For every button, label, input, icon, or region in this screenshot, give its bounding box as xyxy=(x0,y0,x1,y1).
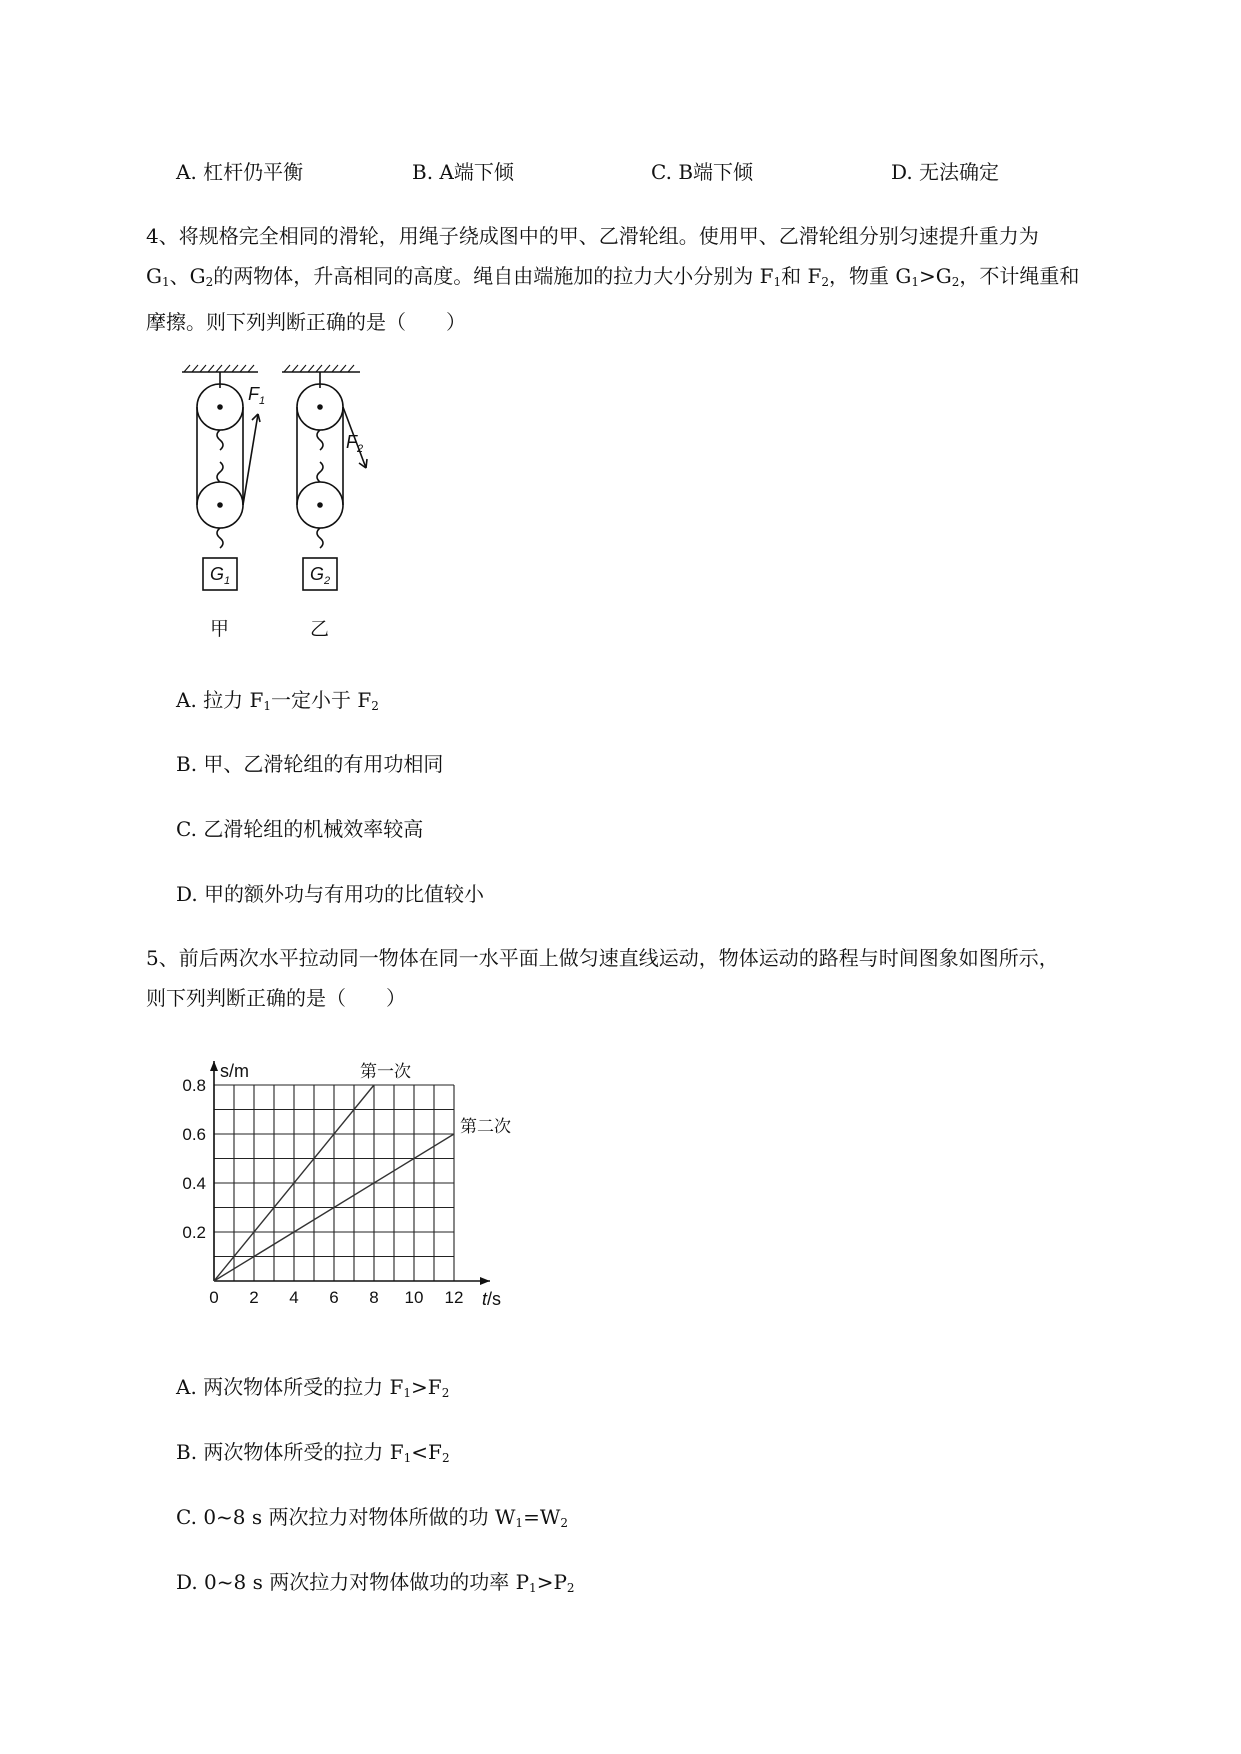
x-tick-label: 10 xyxy=(404,1288,424,1307)
x-tick-label: 0 xyxy=(209,1288,219,1307)
q5-stem xyxy=(146,938,1146,1018)
weight-label-left: $G_1$ xyxy=(210,564,231,587)
q4-option-b: B. 甲、乙滑轮组的有用功相同 xyxy=(176,752,444,776)
chart-grid xyxy=(214,1085,454,1281)
q3-option-a: A. 杠杆仍平衡 xyxy=(176,160,304,184)
hook-right-upper xyxy=(317,430,323,450)
y-tick-label: 0.2 xyxy=(182,1223,206,1242)
q5-line-2: 则下列判断正确的是（ ） xyxy=(146,986,406,1010)
series-label-second: 第二次 xyxy=(460,1117,511,1137)
x-tick-label: 4 xyxy=(289,1288,299,1307)
caption-yi: 乙 xyxy=(310,619,330,640)
q5-line-1: 5、前后两次水平拉动同一物体在同一水平面上做匀速直线运动，物体运动的路程与时间图象如图所示， xyxy=(146,946,1059,970)
q4-option-c: C. 乙滑轮组的机械效率较高 xyxy=(176,817,424,841)
q3-option-c: C. B端下倾 xyxy=(651,160,754,184)
x-tick-label: 12 xyxy=(444,1288,464,1307)
force-label-left: $F_1$ xyxy=(248,384,266,407)
q4-line-3: 摩擦。则下列判断正确的是（ ） xyxy=(146,310,466,334)
x-axis-label: t/s xyxy=(482,1289,502,1309)
q5-option-c: C. 0~8 s 两次拉力对物体所做的功 $W_1=W_2$ xyxy=(176,1505,569,1530)
x-axis-arrow xyxy=(480,1277,490,1285)
q5-option-b: B. 两次物体所受的拉力 $F_1<F_2$ xyxy=(176,1440,450,1465)
st-chart xyxy=(160,1055,540,1325)
x-tick-label: 8 xyxy=(369,1288,379,1307)
q4-option-a: A. 拉力 $F_1$一定小于 $F_2$ xyxy=(176,688,379,713)
q3-options xyxy=(176,158,1176,188)
weight-label-right: $G_2$ xyxy=(310,564,331,587)
y-axis-arrow xyxy=(210,1061,218,1071)
chart-axes xyxy=(210,1061,490,1285)
series-label-first: 第一次 xyxy=(360,1062,411,1082)
chart-labels xyxy=(182,1061,511,1309)
y-tick-label: 0.6 xyxy=(182,1125,206,1144)
pulley-figure xyxy=(170,360,390,650)
hook-left-lower xyxy=(217,528,223,548)
force-label-right: $F_2$ xyxy=(346,432,364,455)
y-tick-label: 0.4 xyxy=(182,1174,206,1193)
y-axis-label: s/m xyxy=(220,1061,249,1081)
y-tick-label: 0.8 xyxy=(182,1076,206,1095)
q5-option-a: A. 两次物体所受的拉力 $F_1>F_2$ xyxy=(176,1375,450,1400)
hook-right-lower xyxy=(317,528,323,548)
q4-stem xyxy=(146,216,1146,342)
q3-option-d: D. 无法确定 xyxy=(891,160,1000,184)
x-tick-label: 2 xyxy=(249,1288,259,1307)
q5-option-d: D. 0~8 s 两次拉力对物体做功的功率 $P_1>P_2$ xyxy=(176,1570,575,1595)
q4-line-1: 4、将规格完全相同的滑轮，用绳子绕成图中的甲、乙滑轮组。使用甲、乙滑轮组分别匀速提升重力为 xyxy=(146,224,1039,248)
q4-option-d: D. 甲的额外功与有用功的比值较小 xyxy=(176,882,485,906)
q4-line-2: $G_1$、$G_2$的两物体，升高相同的高度。绳自由端施加的拉力大小分别为 $F_1$和 $F_2$，物重 $G_1>G_2$，不计绳重和 xyxy=(146,264,1080,289)
x-tick-label: 6 xyxy=(329,1288,339,1307)
q3-option-b: B. A端下倾 xyxy=(412,160,514,184)
hook-left-upper xyxy=(217,430,223,450)
rope-left-free xyxy=(243,414,258,505)
caption-jia: 甲 xyxy=(210,619,230,640)
